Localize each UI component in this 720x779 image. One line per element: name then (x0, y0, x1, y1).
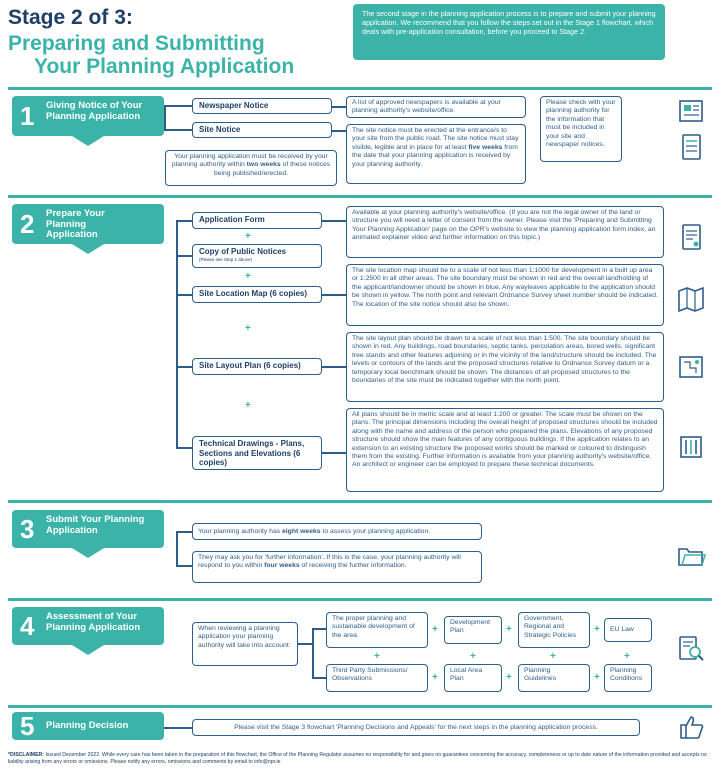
plus-icon: + (245, 323, 251, 334)
step-2-arrow (72, 244, 104, 254)
further-information-note: They may ask you for 'further information'. If this is the case, your planning authority will respond to you within four weeks of receiving the further information. (192, 551, 482, 583)
connector (176, 255, 192, 257)
section-divider (8, 705, 712, 708)
plus-icon: + (245, 231, 251, 242)
connector (176, 294, 192, 296)
application-form-desc: Available at your planning authority's website/office. (If you are not the legal owner of the land or structure you will need a letter of consent from the owner. Please visit the 'Preparing and Submitting Your Planning Application' page on the OPR's website to view the planning application form index, an animated explainer video and further information on this topic.) (346, 206, 664, 258)
newspaper-notice-label: Newspaper Notice (192, 98, 332, 114)
step-3-number: 3 (20, 514, 35, 544)
step-2-band (12, 204, 164, 244)
plus-icon: + (624, 651, 630, 662)
step-3-band (12, 510, 164, 548)
connector (312, 628, 326, 630)
step-4-title: Assessment of Your Planning Application (46, 611, 141, 633)
step-1-arrow (72, 136, 104, 146)
connector (176, 531, 178, 565)
step-5-number: 5 (20, 711, 35, 741)
step-4-number: 4 (20, 611, 35, 641)
technical-drawings-desc: All plans should be in metric scale and at least 1:200 or greater. The scale must be shown on the plans. The principal dimensions including the overall height of proposed structures should be included along with the name and address of the person who prepared the plans. Elevations of any proposed structure should show the main features of any contiguous buildings. If the application relates to an extension to an existing structure the proposed works should be marked or coloured to distinguish them from the existing. Further information is available from your planning authority's website/office. An architect or engineer can be employed to prepare these technical documents. (346, 408, 664, 492)
public-notices-sub: (Please see Step 1 above) (199, 256, 253, 262)
connector (176, 565, 192, 567)
check-notice-note: Please check with your planning authority for the information that must be included in your site and newspaper notices. (540, 96, 622, 162)
magnifier-document-icon (676, 634, 706, 664)
step-2-title: Prepare Your Planning Application (46, 208, 105, 240)
factor-government-policies: Government, Regional and Strategic Policies (518, 612, 590, 648)
connector (312, 628, 314, 678)
step-1-band (12, 96, 164, 136)
thumbs-up-icon (676, 712, 706, 742)
connector (176, 531, 192, 533)
folder-icon (676, 540, 706, 570)
factor-planning-guidelines: Planning Guidelines (518, 664, 590, 692)
step-5-title: Planning Decision (46, 720, 129, 731)
plus-icon: + (550, 651, 556, 662)
site-layout-plan-desc: The site layout plan should be drawn to a scale of not less than 1:500. The site boundary should be shown in red. Any buildings, road boundaries, septic tanks, percolation areas, bored wells, significant tree stands and other features adjoining or in the vicinity of the land/structure should be included. The levels or contours of the lands and the proposed structures relative to Ordnance Survey datum or a temporary local benchmark should be shown. The distances of all proposed structures to the boundaries of the site must be indicated together with the north point. (346, 332, 664, 402)
received-within-note: Your planning application must be received by your planning authority within two weeks of these notices being published/erected. (165, 150, 337, 186)
site-layout-plan-label: Site Layout Plan (6 copies) (192, 358, 322, 375)
technical-drawings-label: Technical Drawings - Plans, Sections and Elevations (6 copies) (192, 436, 322, 470)
disclaimer: *DISCLAIMER: Issued December 2022. While every care has been taken in the preparation of this flowchart, the Office of the Planning Regulator assumes no responsibility for and gives no guarantees concerning the accuracy, completeness or up to date nature of the information provided and accepts no liability arising from any errors or omissions. Please notify any errors, omissions and comments by email to info@opr.ie (8, 752, 707, 765)
step-3-title: Submit Your Planning Application (46, 514, 145, 536)
factor-eu-law: EU Law (604, 618, 652, 642)
connector (322, 294, 346, 296)
connector (298, 643, 312, 645)
plus-icon: + (506, 672, 512, 683)
application-form-label: Application Form (192, 212, 322, 229)
step-4-band (12, 607, 164, 645)
section-divider (8, 598, 712, 601)
map-icon (676, 284, 706, 314)
connector (176, 220, 192, 222)
newspaper-icon (676, 96, 706, 126)
section-divider (8, 87, 712, 90)
factor-planning-conditions: Planning Conditions (604, 664, 652, 692)
connector (176, 447, 192, 449)
newspaper-notice-desc: A list of approved newspapers is available at your planning authority's website/office. (346, 96, 526, 118)
plus-icon: + (470, 651, 476, 662)
connector (164, 129, 192, 131)
site-location-map-label: Site Location Map (6 copies) (192, 286, 322, 303)
section-divider (8, 195, 712, 198)
site-notice-desc: The site notice must be erected at the entrance/s to your site from the public road. The site notice must stay visible, legible and in place for at least five weeks from the date that your planning application is received by your planning authority. (346, 124, 526, 184)
step-3-arrow (72, 548, 104, 558)
connector (312, 677, 326, 679)
connector (176, 366, 192, 368)
site-notice-label: Site Notice (192, 122, 332, 138)
connector (164, 105, 166, 130)
step-1-title: Giving Notice of Your Planning Application (46, 100, 143, 122)
section-divider (8, 500, 712, 503)
drawing-tools-icon (676, 432, 706, 462)
step-1-number: 1 (20, 101, 35, 131)
plus-icon: + (506, 624, 512, 635)
document-icon (676, 132, 706, 162)
connector (322, 452, 346, 454)
plus-icon: + (594, 672, 600, 683)
factor-proper-planning: The proper planning and sustainable development of the area (326, 612, 428, 648)
site-location-map-desc: The site location map should be to a scale of not less than 1:1000 for development in a built up area or 1:2500 in all other areas. The site boundary must be shown in red and the overall landholding of the applicant/landowner should be shown in blue. Any wayleaves applicable to the application should be shown in yellow. The north point and relevant Ordnance Survey sheet number should be indicated. The location of the site notice should also be shown. (346, 264, 664, 326)
factor-third-party: Third Party Submissions/ Observations (326, 664, 428, 692)
connector (164, 727, 192, 729)
factor-development-plan: Development Plan (444, 616, 502, 644)
assessment-intro: When reviewing a planning application your planning authority will take into account: (192, 622, 298, 666)
connector (332, 130, 346, 132)
step-4-arrow (72, 645, 104, 655)
connector (322, 366, 346, 368)
connector (164, 105, 192, 107)
plus-icon: + (245, 400, 251, 411)
form-icon (676, 222, 706, 252)
connector (332, 106, 346, 108)
layout-plan-icon (676, 352, 706, 382)
stage-heading: Stage 2 of 3: (8, 6, 133, 29)
planning-decision-note: Please visit the Stage 3 flowchart 'Planning Decisions and Appeals' for the next steps in the planning application process. (192, 719, 640, 736)
plus-icon: + (245, 271, 251, 282)
eight-weeks-note: Your planning authority has eight weeks to assess your planning application. (192, 523, 482, 540)
step-5-band (12, 712, 164, 740)
public-notices-label: Copy of Public Notices (Please see Step 1 above) (192, 244, 322, 268)
plus-icon: + (432, 672, 438, 683)
connector (322, 220, 346, 222)
plus-icon: + (594, 624, 600, 635)
page-title-line-2: Your Planning Application (34, 55, 295, 78)
step-2-number: 2 (20, 209, 35, 239)
plus-icon: + (432, 624, 438, 635)
plus-icon: + (374, 651, 380, 662)
intro-box: The second stage in the planning application process is to prepare and submit your planning application. We recommend that you follow the steps set out in the Stage 1 flowchart, which deals with pre-application consultation, before you proceed to Stage 2. (353, 4, 665, 60)
page-title-line-1: Preparing and Submitting (8, 32, 265, 55)
factor-local-area-plan: Local Area Plan (444, 664, 502, 692)
